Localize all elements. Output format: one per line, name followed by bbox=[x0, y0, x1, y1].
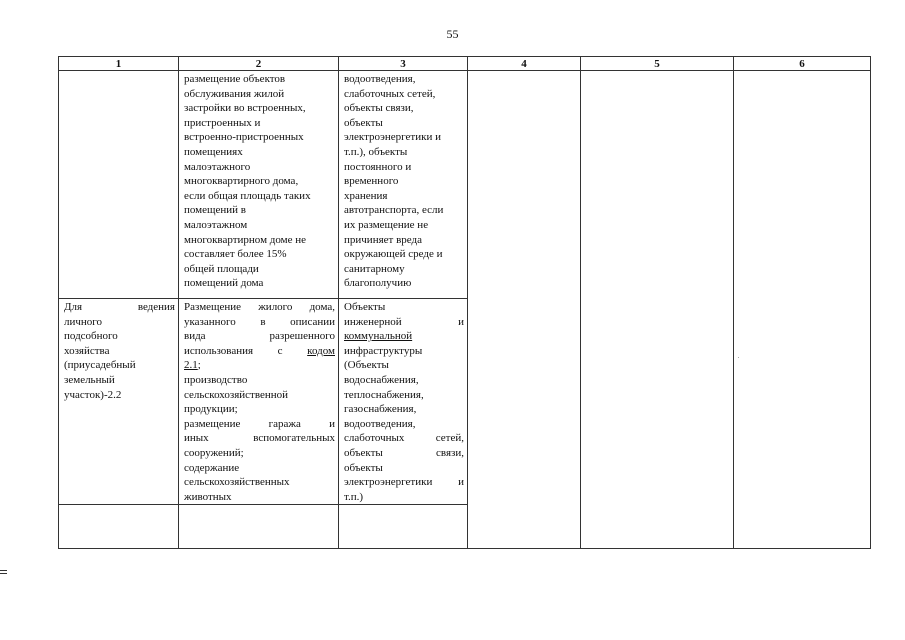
text-line: пристроенных и bbox=[184, 116, 261, 129]
text-line bbox=[184, 358, 335, 373]
text-line: размещение гаража и bbox=[184, 417, 335, 430]
text-line: водоотведения, bbox=[344, 417, 416, 430]
text-line: если общая площадь таких bbox=[184, 189, 311, 202]
text-line: т.п.), объекты bbox=[344, 145, 408, 158]
text-line: причиняет вреда bbox=[344, 233, 422, 246]
text-line: размещение объектов bbox=[184, 73, 286, 85]
code-reference-link[interactable]: кодом bbox=[307, 344, 335, 357]
text-line: объекты bbox=[344, 116, 383, 129]
text-line: хранения bbox=[344, 189, 388, 202]
text-line: вида разрешенного bbox=[184, 330, 335, 343]
text-line: постоянного и bbox=[344, 160, 412, 173]
page-number: 55 bbox=[446, 27, 459, 41]
text-line: объекты связи, bbox=[344, 446, 464, 459]
text-line: помещений в bbox=[184, 204, 246, 217]
cell-auxiliary-use bbox=[339, 71, 468, 299]
communal-link[interactable]: коммунальной bbox=[344, 330, 413, 343]
text-line: участок)-2.2 bbox=[64, 388, 122, 401]
text-line: Для ведения bbox=[64, 301, 175, 313]
text-fragment: ; bbox=[197, 359, 201, 372]
text-line: составляет более 15% bbox=[184, 248, 287, 261]
text-line: малоэтажного bbox=[184, 160, 251, 173]
text-line: помещений дома bbox=[184, 277, 264, 290]
empty-cell bbox=[339, 505, 468, 549]
cell-permitted-use-name bbox=[59, 71, 179, 299]
scan-speck bbox=[738, 357, 739, 358]
column-header-4: 4 bbox=[468, 57, 581, 71]
text-line: земельный bbox=[64, 373, 115, 386]
text-line: благополучию bbox=[344, 277, 412, 290]
text-line: электроэнергетики и bbox=[344, 476, 464, 489]
code-2-1-link[interactable]: 2.1 bbox=[184, 359, 198, 372]
text-line: окружающей среде и bbox=[344, 248, 443, 261]
column-header-5: 5 bbox=[581, 57, 734, 71]
text-line: объекты bbox=[344, 461, 383, 474]
text-line: инженерной и bbox=[344, 315, 464, 328]
text-line: т.п.) bbox=[344, 490, 364, 503]
column-header-3: 3 bbox=[339, 57, 468, 71]
text-line: водоснабжения, bbox=[344, 373, 419, 386]
text-line: слаботочных сетей, bbox=[344, 87, 436, 100]
text-line: автотранспорта, если bbox=[344, 204, 444, 217]
text-fragment: использования с bbox=[184, 344, 308, 357]
column-header-1: 1 bbox=[59, 57, 179, 71]
text-line bbox=[184, 344, 335, 359]
table-row bbox=[59, 71, 871, 299]
text-line: указанного в описании bbox=[184, 315, 335, 328]
text-line: подсобного bbox=[64, 330, 118, 343]
table-header-row bbox=[59, 57, 871, 71]
cell-column-6 bbox=[734, 71, 871, 549]
cell-permitted-use-description bbox=[179, 299, 339, 505]
text-line: производство bbox=[184, 373, 248, 386]
text-line: общей площади bbox=[184, 262, 259, 275]
text-line: теплоснабжения, bbox=[344, 388, 424, 401]
text-line: многоквартирного дома, bbox=[184, 175, 299, 188]
margin-mark-icon bbox=[0, 570, 7, 577]
empty-cell bbox=[59, 505, 179, 549]
text-line: их размещение не bbox=[344, 218, 429, 231]
text-line: электроэнергетики и bbox=[344, 131, 441, 144]
text-line: (Объекты bbox=[344, 359, 389, 372]
text-line: инфраструктуры bbox=[344, 344, 423, 357]
text-line: содержание bbox=[184, 461, 240, 474]
text-line: иных вспомогательных bbox=[184, 432, 335, 445]
text-line: сооружений; bbox=[184, 446, 244, 459]
text-line: малоэтажном bbox=[184, 218, 248, 231]
text-line: сельскохозяйственной bbox=[184, 388, 289, 401]
text-line: водоотведения, bbox=[344, 73, 416, 85]
text-line: объекты связи, bbox=[344, 102, 414, 115]
cell-auxiliary-use bbox=[339, 299, 468, 505]
text-line: временного bbox=[344, 175, 399, 188]
text-line: хозяйства bbox=[64, 344, 110, 357]
cell-column-4 bbox=[468, 71, 581, 549]
text-line: Размещение жилого дома, bbox=[184, 301, 335, 313]
cell-permitted-use-name bbox=[59, 299, 179, 505]
empty-cell bbox=[179, 505, 339, 549]
text-line: обслуживания жилой bbox=[184, 87, 285, 100]
text-line: (приусадебный bbox=[64, 359, 136, 372]
text-line: застройки во встроенных, bbox=[184, 102, 306, 115]
text-line: личного bbox=[64, 315, 103, 328]
text-line: Объекты bbox=[344, 301, 386, 313]
text-line: санитарному bbox=[344, 262, 405, 275]
text-line: продукции; bbox=[184, 403, 238, 416]
text-line: животных bbox=[184, 490, 232, 503]
text-line: сельскохозяйственных bbox=[184, 476, 290, 489]
text-line: газоснабжения, bbox=[344, 403, 417, 416]
text-line: многоквартирном доме не bbox=[184, 233, 307, 246]
text-line: помещениях bbox=[184, 145, 243, 158]
cell-column-5 bbox=[581, 71, 734, 549]
column-header-2: 2 bbox=[179, 57, 339, 71]
column-header-6: 6 bbox=[734, 57, 871, 71]
text-line: встроенно-пристроенных bbox=[184, 131, 304, 144]
text-line: слаботочных сетей, bbox=[344, 432, 464, 445]
text-line bbox=[344, 329, 464, 344]
zoning-table bbox=[58, 56, 871, 549]
cell-permitted-use-description bbox=[179, 71, 339, 299]
